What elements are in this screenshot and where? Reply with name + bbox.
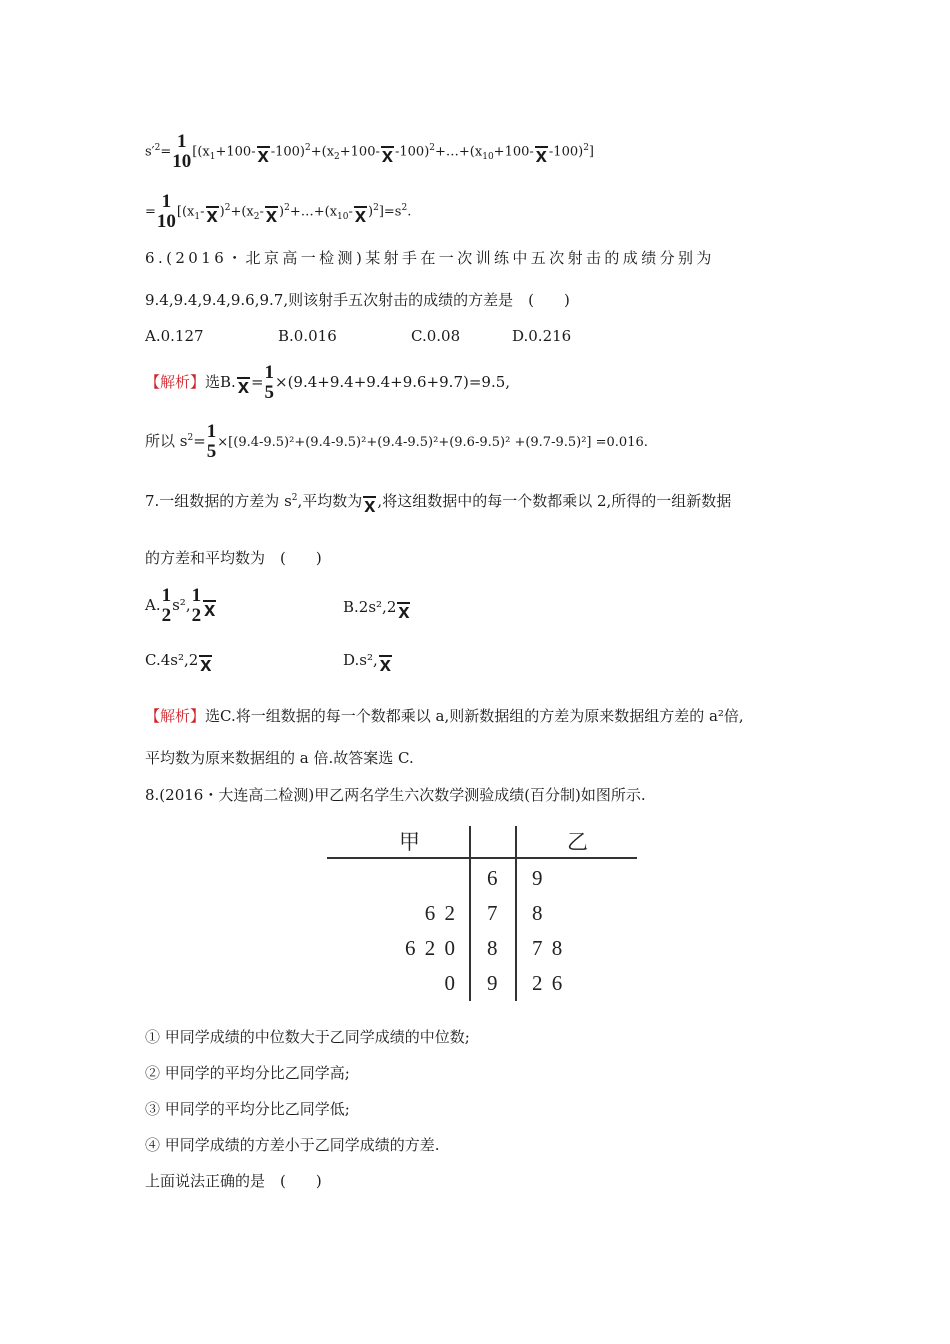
- q7-answer-line-2: 平均数为原来数据组的 a 倍.故答案选 C.: [145, 749, 414, 767]
- option-text: D.s²,: [343, 651, 378, 669]
- answer-text: 选B.: [205, 373, 236, 391]
- formula-text: [(x: [176, 204, 195, 220]
- fraction-numerator: 1: [161, 585, 172, 606]
- q8-statement-2: ② 甲同学的平均分比乙同学高;: [145, 1064, 350, 1082]
- formula-sup: 2: [401, 203, 408, 214]
- fraction-1-2: [162, 586, 172, 626]
- formula-text: -: [348, 204, 353, 220]
- fraction-denominator: 5: [264, 382, 275, 403]
- formula-text: ): [279, 204, 285, 220]
- leaf-left-row-3: 6 2 0: [405, 936, 457, 960]
- formula-text: -: [200, 204, 205, 220]
- formula-sup: 2: [224, 203, 231, 214]
- leaf-left-row-2: 6 2: [424, 901, 457, 925]
- fraction-1-5: [265, 363, 275, 403]
- formula-text: +100-: [215, 144, 256, 160]
- leaf-right-row-1: 9: [532, 866, 543, 890]
- fraction-numerator: 1: [161, 191, 172, 212]
- formula-text: -: [259, 204, 264, 220]
- q6-answer-line-2: [145, 422, 648, 462]
- mean-symbol: x: [200, 654, 212, 676]
- analysis-tag: 【解析】: [145, 373, 206, 391]
- mean-symbol: x: [381, 144, 393, 167]
- answer-text: ×[(9.4-9.5)²+(9.4-9.5)²+(9.4-9.5)²+(9.6-9.5)² +(9.7-9.5)²] =0.016.: [217, 435, 648, 450]
- formula-text: -100): [395, 144, 430, 160]
- formula-text: s′: [145, 144, 155, 160]
- question-text: ,平均数为: [297, 492, 363, 510]
- mean-symbol: x: [379, 654, 391, 676]
- formula-sup: 2: [429, 143, 436, 154]
- formula-sub: 10: [482, 152, 494, 163]
- formula-sup: 2: [583, 143, 589, 154]
- formula-text: +100-: [339, 144, 380, 160]
- mean-symbol: x: [398, 601, 410, 623]
- question-text: 7.一组数据的方差为 s: [145, 492, 292, 510]
- formula-sub: 2: [253, 212, 260, 223]
- q8-question: 上面说法正确的是 ( ): [145, 1172, 322, 1190]
- q7-option-c: [145, 651, 213, 676]
- fraction-numerator: 1: [264, 362, 275, 383]
- table-horizontal-rule: [327, 857, 637, 859]
- leaf-left-row-4: 0: [444, 971, 457, 995]
- q7-option-d: [343, 651, 393, 676]
- question-text: ,将这组数据中的每一个数都乘以 2,所得的一组新数据: [377, 492, 732, 510]
- table-head-left: 甲: [399, 830, 420, 854]
- mean-symbol: x: [204, 599, 216, 621]
- mean-symbol: x: [206, 204, 218, 227]
- formula-text: =: [160, 144, 172, 160]
- stem-row-4: 9: [487, 971, 498, 995]
- formula-text: -100): [270, 144, 305, 160]
- analysis-tag: 【解析】: [145, 707, 206, 725]
- option-text: C.4s²,2: [145, 651, 199, 669]
- q8-stem: 8.(2016・大连高二检测)甲乙两名学生六次数学测验成绩(百分制)如图所示.: [145, 786, 646, 804]
- fraction-denominator: 5: [206, 441, 217, 462]
- formula-text: ): [368, 204, 374, 220]
- q7-option-b: [343, 598, 411, 623]
- fraction-1-2: [192, 586, 202, 626]
- formula-text: [(x: [192, 144, 210, 160]
- formula-sup: 2: [373, 203, 379, 214]
- q6-answer-line-1: [145, 363, 510, 403]
- mean-symbol: x: [354, 204, 367, 227]
- answer-text: 选C.将一组数据的每一个数都乘以 a,则新数据组的方差为原来数据组方差的 a²倍,: [205, 707, 744, 725]
- answer-text: =: [193, 432, 206, 450]
- q6-option-d: D.0.216: [512, 327, 572, 345]
- table-vertical-rule-right: [515, 826, 517, 1001]
- table-head-right: 乙: [567, 830, 588, 854]
- fraction-numerator: 1: [177, 131, 187, 152]
- leaf-right-row-2: 8: [532, 901, 543, 925]
- formula-sub: 2: [334, 152, 340, 163]
- variance-formula-line-2: [145, 192, 411, 232]
- formula-sub: 10: [337, 212, 349, 223]
- formula-sup: 2: [284, 203, 290, 214]
- mean-symbol: x: [364, 495, 376, 517]
- fraction-1-10: [172, 132, 191, 172]
- formula-sup: 2: [305, 143, 311, 154]
- option-text: A.: [145, 596, 161, 614]
- fraction-numerator: 1: [206, 421, 217, 442]
- formula-text: +…+(x: [435, 144, 483, 160]
- q7-answer-line-1: [145, 706, 744, 726]
- question-sup: 2: [291, 493, 298, 503]
- q6-option-a: A.0.127: [145, 327, 204, 345]
- formula-text: +…+(x: [289, 204, 338, 220]
- mean-symbol: x: [535, 144, 547, 167]
- formula-text: -100): [548, 144, 584, 160]
- fraction-denominator: 2: [161, 605, 172, 626]
- mean-symbol: x: [257, 144, 269, 167]
- formula-text: +(x: [310, 144, 335, 160]
- stem-row-3: 8: [487, 936, 498, 960]
- mean-symbol: x: [265, 204, 278, 227]
- formula-text: ): [219, 204, 225, 220]
- formula-sub: 1: [209, 152, 216, 163]
- answer-text: 所以 s: [145, 432, 188, 450]
- answer-text: =: [250, 373, 264, 391]
- formula-text: +100-: [493, 144, 534, 160]
- q7-stem-line-1: [145, 488, 732, 517]
- q8-statement-3: ③ 甲同学的平均分比乙同学低;: [145, 1100, 350, 1118]
- leaf-right-row-3: 7 8: [532, 936, 565, 960]
- leaf-right-row-4: 2 6: [532, 971, 565, 995]
- stem-row-2: 7: [487, 901, 498, 925]
- stem-leaf-table: [327, 826, 637, 1001]
- answer-text: ×(9.4+9.4+9.4+9.6+9.7)=9.5,: [275, 373, 511, 391]
- q7-stem-line-2: 的方差和平均数为 ( ): [145, 549, 322, 567]
- fraction-numerator: 1: [191, 585, 202, 606]
- formula-sub: 1: [194, 212, 201, 223]
- table-vertical-rule-left: [469, 826, 471, 1001]
- q6-stem-line-1: 6.(2016・北京高一检测)某射手在一次训练中五次射击的成绩分别为: [145, 249, 715, 267]
- q6-option-b: B.0.016: [278, 327, 337, 345]
- stem-row-1: 6: [487, 866, 498, 890]
- fraction-denominator: 10: [156, 211, 176, 232]
- formula-text: .: [407, 204, 412, 220]
- option-text: B.2s²,2: [343, 598, 397, 616]
- formula-text: ]: [588, 144, 594, 160]
- q6-stem-line-2: 9.4,9.4,9.4,9.6,9.7,则该射手五次射击的成绩的方差是 ( ): [145, 291, 570, 309]
- mean-symbol: x: [237, 376, 249, 398]
- q7-option-a: [145, 586, 217, 626]
- fraction-1-10: [157, 192, 176, 232]
- q8-statement-1: ① 甲同学成绩的中位数大于乙同学成绩的中位数;: [145, 1028, 470, 1046]
- fraction-denominator: 2: [191, 605, 202, 626]
- formula-text: +(x: [230, 204, 254, 220]
- formula-sup: 2: [154, 143, 161, 154]
- q8-statement-4: ④ 甲同学成绩的方差小于乙同学成绩的方差.: [145, 1136, 440, 1154]
- formula-text: =: [145, 204, 156, 220]
- answer-sup: 2: [187, 433, 194, 443]
- fraction-1-5: [207, 422, 217, 462]
- q6-option-c: C.0.08: [411, 327, 461, 345]
- formula-text: ]=s: [378, 204, 402, 220]
- fraction-denominator: 10: [172, 151, 192, 172]
- variance-formula-line-1: [145, 132, 594, 172]
- option-text: s²,: [172, 596, 191, 614]
